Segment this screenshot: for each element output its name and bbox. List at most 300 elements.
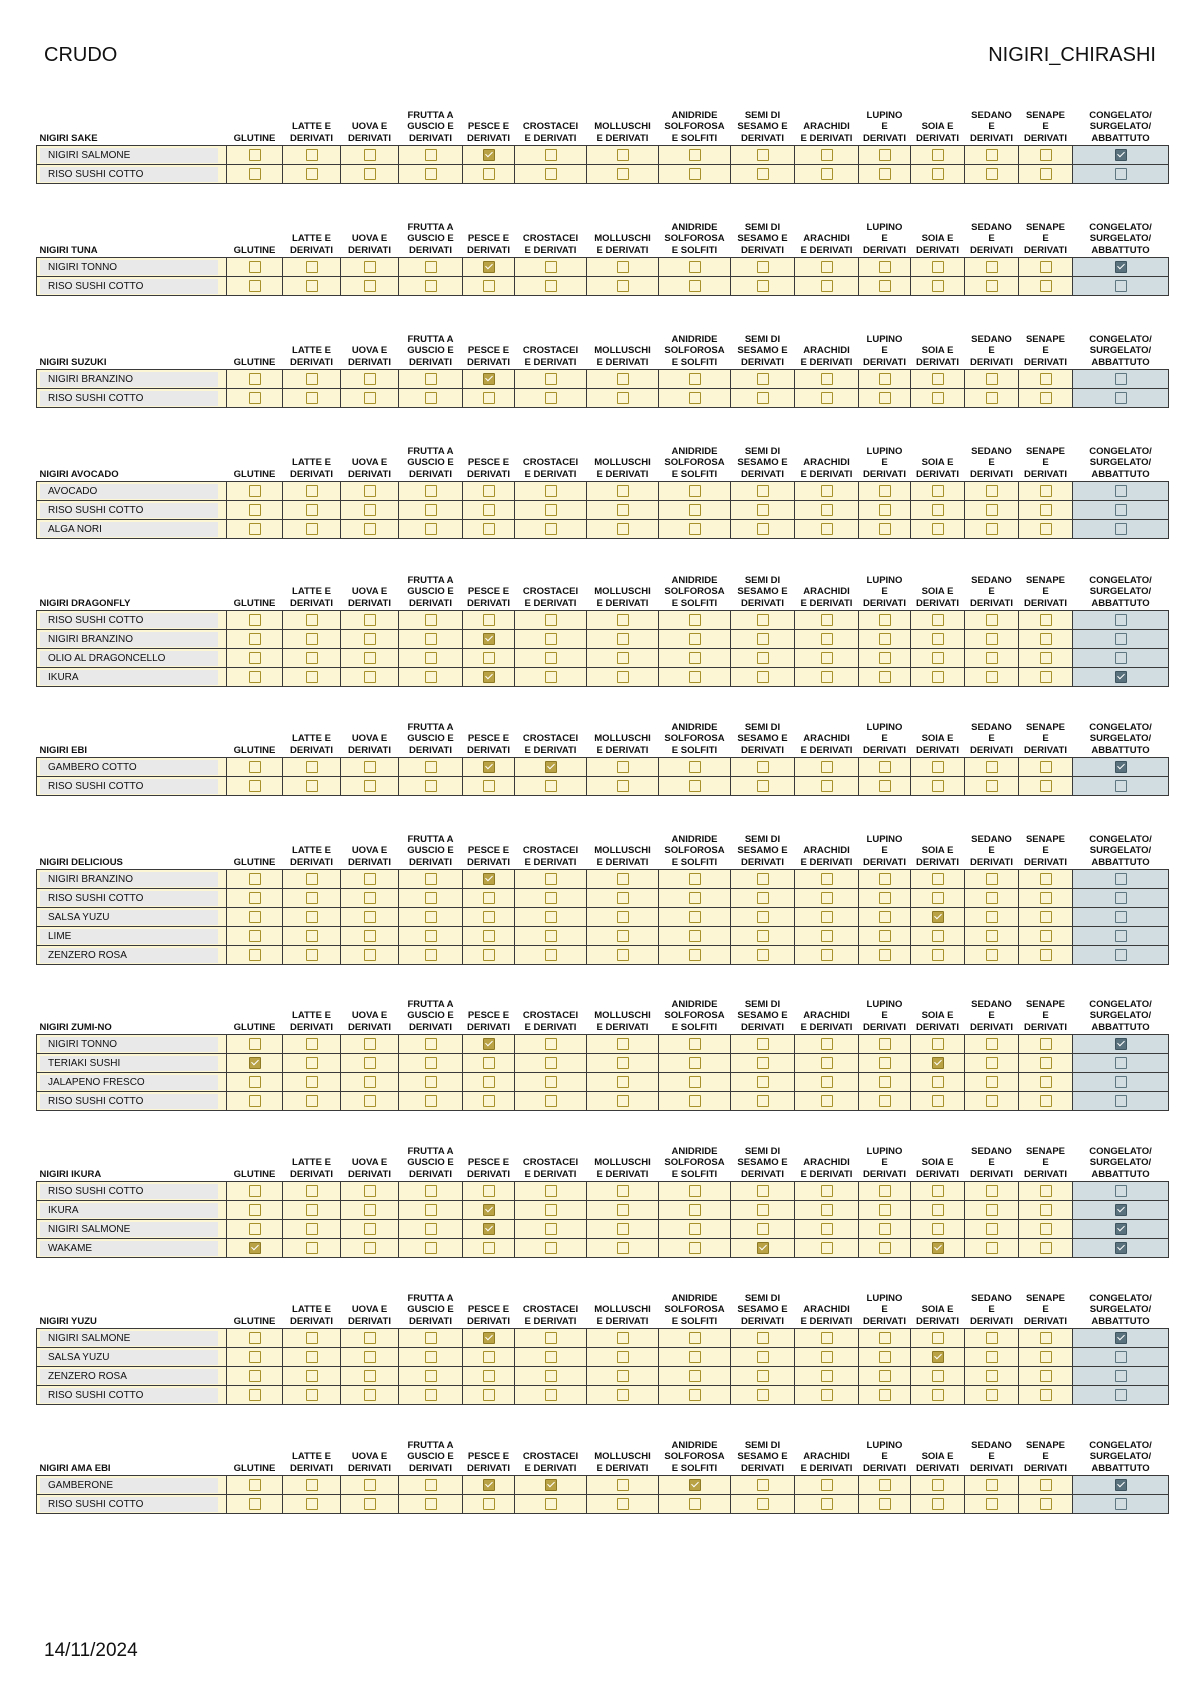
checkbox-unchecked[interactable] bbox=[364, 911, 376, 923]
checkbox-unchecked[interactable] bbox=[483, 1389, 495, 1401]
checkbox-unchecked[interactable] bbox=[364, 1057, 376, 1069]
checkbox-unchecked[interactable] bbox=[617, 892, 629, 904]
checkbox-unchecked[interactable] bbox=[986, 1076, 998, 1088]
checkbox-unchecked[interactable] bbox=[689, 1185, 701, 1197]
checkbox-unchecked[interactable] bbox=[879, 1389, 891, 1401]
checkbox-unchecked[interactable] bbox=[821, 149, 833, 161]
checkbox-unchecked[interactable] bbox=[1040, 149, 1052, 161]
checkbox-unchecked[interactable] bbox=[757, 373, 769, 385]
checkbox-unchecked[interactable] bbox=[821, 280, 833, 292]
checkbox-unchecked[interactable] bbox=[306, 1498, 318, 1510]
checkbox-unchecked[interactable] bbox=[1040, 911, 1052, 923]
checkbox-checked[interactable] bbox=[1115, 671, 1127, 683]
checkbox-unchecked[interactable] bbox=[932, 949, 944, 961]
checkbox-unchecked[interactable] bbox=[425, 373, 437, 385]
checkbox-unchecked[interactable] bbox=[617, 1223, 629, 1235]
checkbox-unchecked[interactable] bbox=[986, 1498, 998, 1510]
checkbox-unchecked[interactable] bbox=[689, 1389, 701, 1401]
checkbox-unchecked[interactable] bbox=[689, 761, 701, 773]
checkbox-unchecked[interactable] bbox=[617, 1370, 629, 1382]
checkbox-unchecked[interactable] bbox=[1040, 892, 1052, 904]
checkbox-unchecked[interactable] bbox=[1040, 1223, 1052, 1235]
checkbox-unchecked[interactable] bbox=[1115, 614, 1127, 626]
checkbox-unchecked[interactable] bbox=[425, 1038, 437, 1050]
checkbox-unchecked[interactable] bbox=[821, 373, 833, 385]
checkbox-unchecked[interactable] bbox=[617, 614, 629, 626]
checkbox-unchecked[interactable] bbox=[1040, 633, 1052, 645]
checkbox-unchecked[interactable] bbox=[249, 1185, 261, 1197]
checkbox-unchecked[interactable] bbox=[1040, 1076, 1052, 1088]
checkbox-unchecked[interactable] bbox=[932, 504, 944, 516]
checkbox-unchecked[interactable] bbox=[821, 1223, 833, 1235]
checkbox-unchecked[interactable] bbox=[1040, 780, 1052, 792]
checkbox-unchecked[interactable] bbox=[1040, 1242, 1052, 1254]
checkbox-unchecked[interactable] bbox=[306, 1185, 318, 1197]
checkbox-unchecked[interactable] bbox=[986, 671, 998, 683]
checkbox-unchecked[interactable] bbox=[425, 930, 437, 942]
checkbox-unchecked[interactable] bbox=[306, 1076, 318, 1088]
checkbox-unchecked[interactable] bbox=[1115, 1498, 1127, 1510]
checkbox-unchecked[interactable] bbox=[757, 1332, 769, 1344]
checkbox-unchecked[interactable] bbox=[545, 930, 557, 942]
checkbox-unchecked[interactable] bbox=[932, 1076, 944, 1088]
checkbox-checked[interactable] bbox=[483, 671, 495, 683]
checkbox-unchecked[interactable] bbox=[425, 485, 437, 497]
checkbox-unchecked[interactable] bbox=[757, 1498, 769, 1510]
checkbox-unchecked[interactable] bbox=[932, 392, 944, 404]
checkbox-unchecked[interactable] bbox=[821, 780, 833, 792]
checkbox-unchecked[interactable] bbox=[1115, 652, 1127, 664]
checkbox-checked[interactable] bbox=[932, 1351, 944, 1363]
checkbox-unchecked[interactable] bbox=[364, 1185, 376, 1197]
checkbox-unchecked[interactable] bbox=[425, 1095, 437, 1107]
checkbox-unchecked[interactable] bbox=[364, 1498, 376, 1510]
checkbox-unchecked[interactable] bbox=[1115, 504, 1127, 516]
checkbox-unchecked[interactable] bbox=[689, 1332, 701, 1344]
checkbox-unchecked[interactable] bbox=[483, 485, 495, 497]
checkbox-unchecked[interactable] bbox=[364, 1242, 376, 1254]
checkbox-unchecked[interactable] bbox=[425, 1057, 437, 1069]
checkbox-unchecked[interactable] bbox=[249, 1204, 261, 1216]
checkbox-unchecked[interactable] bbox=[821, 1370, 833, 1382]
checkbox-unchecked[interactable] bbox=[364, 652, 376, 664]
checkbox-unchecked[interactable] bbox=[425, 633, 437, 645]
checkbox-unchecked[interactable] bbox=[306, 280, 318, 292]
checkbox-unchecked[interactable] bbox=[932, 1370, 944, 1382]
checkbox-unchecked[interactable] bbox=[689, 652, 701, 664]
checkbox-unchecked[interactable] bbox=[757, 949, 769, 961]
checkbox-unchecked[interactable] bbox=[364, 1204, 376, 1216]
checkbox-unchecked[interactable] bbox=[545, 1351, 557, 1363]
checkbox-unchecked[interactable] bbox=[617, 1479, 629, 1491]
checkbox-unchecked[interactable] bbox=[689, 261, 701, 273]
checkbox-unchecked[interactable] bbox=[757, 1223, 769, 1235]
checkbox-checked[interactable] bbox=[757, 1242, 769, 1254]
checkbox-unchecked[interactable] bbox=[689, 1242, 701, 1254]
checkbox-checked[interactable] bbox=[1115, 1223, 1127, 1235]
checkbox-unchecked[interactable] bbox=[1115, 1076, 1127, 1088]
checkbox-unchecked[interactable] bbox=[425, 392, 437, 404]
checkbox-unchecked[interactable] bbox=[757, 780, 769, 792]
checkbox-unchecked[interactable] bbox=[425, 911, 437, 923]
checkbox-unchecked[interactable] bbox=[757, 1479, 769, 1491]
checkbox-unchecked[interactable] bbox=[306, 761, 318, 773]
checkbox-unchecked[interactable] bbox=[617, 485, 629, 497]
checkbox-unchecked[interactable] bbox=[757, 523, 769, 535]
checkbox-unchecked[interactable] bbox=[545, 671, 557, 683]
checkbox-unchecked[interactable] bbox=[545, 1076, 557, 1088]
checkbox-unchecked[interactable] bbox=[879, 930, 891, 942]
checkbox-unchecked[interactable] bbox=[757, 873, 769, 885]
checkbox-unchecked[interactable] bbox=[757, 1351, 769, 1363]
checkbox-unchecked[interactable] bbox=[879, 1038, 891, 1050]
checkbox-unchecked[interactable] bbox=[1115, 168, 1127, 180]
checkbox-unchecked[interactable] bbox=[689, 1095, 701, 1107]
checkbox-unchecked[interactable] bbox=[364, 1095, 376, 1107]
checkbox-unchecked[interactable] bbox=[249, 280, 261, 292]
checkbox-unchecked[interactable] bbox=[306, 1057, 318, 1069]
checkbox-unchecked[interactable] bbox=[249, 168, 261, 180]
checkbox-unchecked[interactable] bbox=[249, 671, 261, 683]
checkbox-unchecked[interactable] bbox=[545, 280, 557, 292]
checkbox-unchecked[interactable] bbox=[932, 873, 944, 885]
checkbox-unchecked[interactable] bbox=[249, 911, 261, 923]
checkbox-unchecked[interactable] bbox=[249, 261, 261, 273]
checkbox-unchecked[interactable] bbox=[249, 485, 261, 497]
checkbox-unchecked[interactable] bbox=[879, 873, 891, 885]
checkbox-unchecked[interactable] bbox=[425, 261, 437, 273]
checkbox-unchecked[interactable] bbox=[932, 1389, 944, 1401]
checkbox-unchecked[interactable] bbox=[545, 949, 557, 961]
checkbox-unchecked[interactable] bbox=[932, 149, 944, 161]
checkbox-unchecked[interactable] bbox=[306, 892, 318, 904]
checkbox-unchecked[interactable] bbox=[879, 373, 891, 385]
checkbox-unchecked[interactable] bbox=[249, 873, 261, 885]
checkbox-unchecked[interactable] bbox=[364, 1332, 376, 1344]
checkbox-unchecked[interactable] bbox=[821, 1242, 833, 1254]
checkbox-unchecked[interactable] bbox=[306, 633, 318, 645]
checkbox-unchecked[interactable] bbox=[545, 149, 557, 161]
checkbox-unchecked[interactable] bbox=[306, 504, 318, 516]
checkbox-unchecked[interactable] bbox=[757, 485, 769, 497]
checkbox-unchecked[interactable] bbox=[986, 911, 998, 923]
checkbox-unchecked[interactable] bbox=[879, 1479, 891, 1491]
checkbox-unchecked[interactable] bbox=[364, 392, 376, 404]
checkbox-unchecked[interactable] bbox=[986, 873, 998, 885]
checkbox-unchecked[interactable] bbox=[757, 1076, 769, 1088]
checkbox-unchecked[interactable] bbox=[932, 1332, 944, 1344]
checkbox-unchecked[interactable] bbox=[986, 1204, 998, 1216]
checkbox-unchecked[interactable] bbox=[986, 892, 998, 904]
checkbox-unchecked[interactable] bbox=[483, 1095, 495, 1107]
checkbox-unchecked[interactable] bbox=[986, 280, 998, 292]
checkbox-unchecked[interactable] bbox=[483, 892, 495, 904]
checkbox-unchecked[interactable] bbox=[545, 1057, 557, 1069]
checkbox-unchecked[interactable] bbox=[545, 1332, 557, 1344]
checkbox-unchecked[interactable] bbox=[364, 1076, 376, 1088]
checkbox-unchecked[interactable] bbox=[821, 485, 833, 497]
checkbox-unchecked[interactable] bbox=[879, 1223, 891, 1235]
checkbox-unchecked[interactable] bbox=[932, 1479, 944, 1491]
checkbox-unchecked[interactable] bbox=[689, 949, 701, 961]
checkbox-unchecked[interactable] bbox=[617, 1242, 629, 1254]
checkbox-unchecked[interactable] bbox=[425, 1498, 437, 1510]
checkbox-unchecked[interactable] bbox=[306, 1389, 318, 1401]
checkbox-unchecked[interactable] bbox=[1040, 504, 1052, 516]
checkbox-unchecked[interactable] bbox=[425, 671, 437, 683]
checkbox-unchecked[interactable] bbox=[879, 1498, 891, 1510]
checkbox-unchecked[interactable] bbox=[1115, 373, 1127, 385]
checkbox-unchecked[interactable] bbox=[932, 280, 944, 292]
checkbox-unchecked[interactable] bbox=[425, 1332, 437, 1344]
checkbox-unchecked[interactable] bbox=[306, 1223, 318, 1235]
checkbox-unchecked[interactable] bbox=[306, 930, 318, 942]
checkbox-unchecked[interactable] bbox=[879, 1332, 891, 1344]
checkbox-unchecked[interactable] bbox=[545, 1185, 557, 1197]
checkbox-unchecked[interactable] bbox=[757, 168, 769, 180]
checkbox-unchecked[interactable] bbox=[1115, 780, 1127, 792]
checkbox-unchecked[interactable] bbox=[1115, 523, 1127, 535]
checkbox-unchecked[interactable] bbox=[1040, 1479, 1052, 1491]
checkbox-unchecked[interactable] bbox=[986, 1095, 998, 1107]
checkbox-unchecked[interactable] bbox=[757, 652, 769, 664]
checkbox-unchecked[interactable] bbox=[249, 780, 261, 792]
checkbox-unchecked[interactable] bbox=[249, 892, 261, 904]
checkbox-unchecked[interactable] bbox=[483, 1242, 495, 1254]
checkbox-unchecked[interactable] bbox=[1040, 168, 1052, 180]
checkbox-unchecked[interactable] bbox=[986, 1038, 998, 1050]
checkbox-unchecked[interactable] bbox=[879, 392, 891, 404]
checkbox-unchecked[interactable] bbox=[689, 1370, 701, 1382]
checkbox-unchecked[interactable] bbox=[425, 504, 437, 516]
checkbox-unchecked[interactable] bbox=[425, 1351, 437, 1363]
checkbox-unchecked[interactable] bbox=[689, 930, 701, 942]
checkbox-unchecked[interactable] bbox=[483, 1351, 495, 1363]
checkbox-unchecked[interactable] bbox=[249, 1076, 261, 1088]
checkbox-unchecked[interactable] bbox=[364, 1479, 376, 1491]
checkbox-checked[interactable] bbox=[1115, 149, 1127, 161]
checkbox-unchecked[interactable] bbox=[306, 873, 318, 885]
checkbox-unchecked[interactable] bbox=[483, 930, 495, 942]
checkbox-unchecked[interactable] bbox=[249, 1223, 261, 1235]
checkbox-unchecked[interactable] bbox=[932, 633, 944, 645]
checkbox-unchecked[interactable] bbox=[986, 1185, 998, 1197]
checkbox-unchecked[interactable] bbox=[821, 949, 833, 961]
checkbox-unchecked[interactable] bbox=[879, 633, 891, 645]
checkbox-unchecked[interactable] bbox=[986, 168, 998, 180]
checkbox-unchecked[interactable] bbox=[617, 671, 629, 683]
checkbox-unchecked[interactable] bbox=[617, 1332, 629, 1344]
checkbox-unchecked[interactable] bbox=[483, 504, 495, 516]
checkbox-unchecked[interactable] bbox=[306, 949, 318, 961]
checkbox-unchecked[interactable] bbox=[483, 949, 495, 961]
checkbox-unchecked[interactable] bbox=[483, 392, 495, 404]
checkbox-unchecked[interactable] bbox=[545, 873, 557, 885]
checkbox-unchecked[interactable] bbox=[689, 149, 701, 161]
checkbox-unchecked[interactable] bbox=[1115, 873, 1127, 885]
checkbox-unchecked[interactable] bbox=[364, 633, 376, 645]
checkbox-unchecked[interactable] bbox=[986, 504, 998, 516]
checkbox-unchecked[interactable] bbox=[689, 614, 701, 626]
checkbox-unchecked[interactable] bbox=[986, 1332, 998, 1344]
checkbox-unchecked[interactable] bbox=[986, 1351, 998, 1363]
checkbox-unchecked[interactable] bbox=[821, 523, 833, 535]
checkbox-unchecked[interactable] bbox=[1040, 1332, 1052, 1344]
checkbox-unchecked[interactable] bbox=[757, 1057, 769, 1069]
checkbox-unchecked[interactable] bbox=[306, 1095, 318, 1107]
checkbox-unchecked[interactable] bbox=[932, 168, 944, 180]
checkbox-unchecked[interactable] bbox=[483, 911, 495, 923]
checkbox-unchecked[interactable] bbox=[821, 1185, 833, 1197]
checkbox-unchecked[interactable] bbox=[689, 1223, 701, 1235]
checkbox-checked[interactable] bbox=[689, 1479, 701, 1491]
checkbox-unchecked[interactable] bbox=[1040, 1057, 1052, 1069]
checkbox-unchecked[interactable] bbox=[821, 392, 833, 404]
checkbox-unchecked[interactable] bbox=[364, 1351, 376, 1363]
checkbox-checked[interactable] bbox=[545, 1479, 557, 1491]
checkbox-unchecked[interactable] bbox=[306, 1242, 318, 1254]
checkbox-unchecked[interactable] bbox=[1115, 930, 1127, 942]
checkbox-unchecked[interactable] bbox=[617, 1204, 629, 1216]
checkbox-unchecked[interactable] bbox=[483, 280, 495, 292]
checkbox-unchecked[interactable] bbox=[425, 1479, 437, 1491]
checkbox-unchecked[interactable] bbox=[879, 614, 891, 626]
checkbox-unchecked[interactable] bbox=[1115, 1095, 1127, 1107]
checkbox-unchecked[interactable] bbox=[545, 633, 557, 645]
checkbox-unchecked[interactable] bbox=[821, 1204, 833, 1216]
checkbox-unchecked[interactable] bbox=[364, 523, 376, 535]
checkbox-unchecked[interactable] bbox=[689, 1204, 701, 1216]
checkbox-unchecked[interactable] bbox=[1040, 1370, 1052, 1382]
checkbox-unchecked[interactable] bbox=[821, 633, 833, 645]
checkbox-unchecked[interactable] bbox=[249, 149, 261, 161]
checkbox-unchecked[interactable] bbox=[617, 652, 629, 664]
checkbox-checked[interactable] bbox=[483, 1204, 495, 1216]
checkbox-unchecked[interactable] bbox=[986, 1242, 998, 1254]
checkbox-checked[interactable] bbox=[932, 911, 944, 923]
checkbox-unchecked[interactable] bbox=[617, 1076, 629, 1088]
checkbox-unchecked[interactable] bbox=[689, 1351, 701, 1363]
checkbox-unchecked[interactable] bbox=[689, 1057, 701, 1069]
checkbox-unchecked[interactable] bbox=[1115, 485, 1127, 497]
checkbox-unchecked[interactable] bbox=[249, 1479, 261, 1491]
checkbox-unchecked[interactable] bbox=[425, 780, 437, 792]
checkbox-unchecked[interactable] bbox=[932, 1185, 944, 1197]
checkbox-unchecked[interactable] bbox=[986, 633, 998, 645]
checkbox-checked[interactable] bbox=[932, 1057, 944, 1069]
checkbox-unchecked[interactable] bbox=[757, 1204, 769, 1216]
checkbox-unchecked[interactable] bbox=[545, 614, 557, 626]
checkbox-unchecked[interactable] bbox=[425, 873, 437, 885]
checkbox-unchecked[interactable] bbox=[821, 614, 833, 626]
checkbox-unchecked[interactable] bbox=[306, 149, 318, 161]
checkbox-unchecked[interactable] bbox=[545, 1242, 557, 1254]
checkbox-checked[interactable] bbox=[1115, 1038, 1127, 1050]
checkbox-unchecked[interactable] bbox=[425, 761, 437, 773]
checkbox-unchecked[interactable] bbox=[425, 652, 437, 664]
checkbox-checked[interactable] bbox=[1115, 1479, 1127, 1491]
checkbox-unchecked[interactable] bbox=[932, 523, 944, 535]
checkbox-unchecked[interactable] bbox=[932, 930, 944, 942]
checkbox-checked[interactable] bbox=[483, 633, 495, 645]
checkbox-unchecked[interactable] bbox=[483, 614, 495, 626]
checkbox-unchecked[interactable] bbox=[821, 1498, 833, 1510]
checkbox-unchecked[interactable] bbox=[1115, 911, 1127, 923]
checkbox-unchecked[interactable] bbox=[364, 780, 376, 792]
checkbox-unchecked[interactable] bbox=[306, 168, 318, 180]
checkbox-unchecked[interactable] bbox=[1115, 949, 1127, 961]
checkbox-unchecked[interactable] bbox=[821, 761, 833, 773]
checkbox-unchecked[interactable] bbox=[821, 1332, 833, 1344]
checkbox-unchecked[interactable] bbox=[306, 671, 318, 683]
checkbox-unchecked[interactable] bbox=[986, 930, 998, 942]
checkbox-unchecked[interactable] bbox=[617, 780, 629, 792]
checkbox-unchecked[interactable] bbox=[821, 1038, 833, 1050]
checkbox-unchecked[interactable] bbox=[364, 930, 376, 942]
checkbox-unchecked[interactable] bbox=[545, 652, 557, 664]
checkbox-unchecked[interactable] bbox=[757, 149, 769, 161]
checkbox-unchecked[interactable] bbox=[249, 633, 261, 645]
checkbox-unchecked[interactable] bbox=[689, 1498, 701, 1510]
checkbox-unchecked[interactable] bbox=[1115, 1351, 1127, 1363]
checkbox-unchecked[interactable] bbox=[364, 280, 376, 292]
checkbox-unchecked[interactable] bbox=[689, 392, 701, 404]
checkbox-unchecked[interactable] bbox=[1115, 633, 1127, 645]
checkbox-unchecked[interactable] bbox=[879, 504, 891, 516]
checkbox-unchecked[interactable] bbox=[821, 1095, 833, 1107]
checkbox-unchecked[interactable] bbox=[757, 392, 769, 404]
checkbox-unchecked[interactable] bbox=[617, 1498, 629, 1510]
checkbox-unchecked[interactable] bbox=[821, 873, 833, 885]
checkbox-unchecked[interactable] bbox=[425, 614, 437, 626]
checkbox-unchecked[interactable] bbox=[364, 168, 376, 180]
checkbox-unchecked[interactable] bbox=[306, 485, 318, 497]
checkbox-unchecked[interactable] bbox=[483, 1185, 495, 1197]
checkbox-unchecked[interactable] bbox=[689, 504, 701, 516]
checkbox-unchecked[interactable] bbox=[986, 949, 998, 961]
checkbox-unchecked[interactable] bbox=[425, 892, 437, 904]
checkbox-unchecked[interactable] bbox=[364, 373, 376, 385]
checkbox-unchecked[interactable] bbox=[617, 633, 629, 645]
checkbox-unchecked[interactable] bbox=[1040, 930, 1052, 942]
checkbox-unchecked[interactable] bbox=[545, 1204, 557, 1216]
checkbox-unchecked[interactable] bbox=[757, 1389, 769, 1401]
checkbox-unchecked[interactable] bbox=[306, 1038, 318, 1050]
checkbox-unchecked[interactable] bbox=[689, 911, 701, 923]
checkbox-unchecked[interactable] bbox=[757, 892, 769, 904]
checkbox-unchecked[interactable] bbox=[1115, 892, 1127, 904]
checkbox-unchecked[interactable] bbox=[879, 1242, 891, 1254]
checkbox-unchecked[interactable] bbox=[1040, 873, 1052, 885]
checkbox-unchecked[interactable] bbox=[932, 671, 944, 683]
checkbox-checked[interactable] bbox=[483, 1223, 495, 1235]
checkbox-unchecked[interactable] bbox=[1040, 1498, 1052, 1510]
checkbox-checked[interactable] bbox=[1115, 1204, 1127, 1216]
checkbox-unchecked[interactable] bbox=[1040, 280, 1052, 292]
checkbox-unchecked[interactable] bbox=[932, 614, 944, 626]
checkbox-unchecked[interactable] bbox=[617, 1095, 629, 1107]
checkbox-unchecked[interactable] bbox=[986, 1370, 998, 1382]
checkbox-checked[interactable] bbox=[483, 873, 495, 885]
checkbox-checked[interactable] bbox=[932, 1242, 944, 1254]
checkbox-unchecked[interactable] bbox=[1040, 1185, 1052, 1197]
checkbox-unchecked[interactable] bbox=[249, 504, 261, 516]
checkbox-unchecked[interactable] bbox=[617, 504, 629, 516]
checkbox-unchecked[interactable] bbox=[932, 1204, 944, 1216]
checkbox-unchecked[interactable] bbox=[306, 261, 318, 273]
checkbox-unchecked[interactable] bbox=[986, 780, 998, 792]
checkbox-unchecked[interactable] bbox=[249, 392, 261, 404]
